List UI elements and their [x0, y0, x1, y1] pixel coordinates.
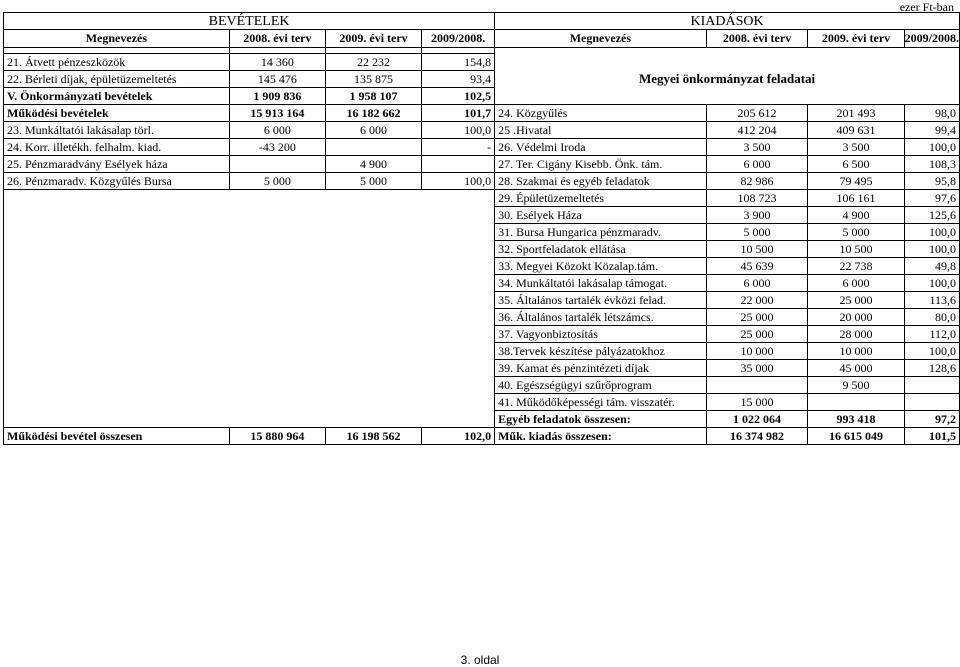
- exp-name-cell: 34. Munkáltatói lakásalap támogat.: [495, 275, 707, 292]
- rev-2009-cell: 6 000: [325, 122, 421, 139]
- table-row: [4, 190, 960, 207]
- exp-col-ratio: 2009/2008.: [904, 30, 959, 48]
- exp-2009-cell: 5 000: [808, 224, 904, 241]
- exp-name-cell: 38.Tervek készítése pályázatokhoz: [495, 343, 707, 360]
- rev-name-cell: 26. Pénzmaradv. Közgyűlés Bursa: [4, 173, 230, 190]
- rev-2008-cell: -43 200: [229, 139, 325, 156]
- rev-col-2008: 2008. évi terv: [229, 30, 325, 48]
- exp-2008-cell: 25 000: [706, 326, 808, 343]
- exp-col-2009: 2009. évi terv: [808, 30, 904, 48]
- exp-2009-cell: 409 631: [808, 122, 904, 139]
- subtotal-2009: 993 418: [808, 411, 904, 428]
- rev-2008-cell: [229, 156, 325, 173]
- rev-2009-cell: 4 900: [325, 156, 421, 173]
- exp-2008-cell: 25 000: [706, 309, 808, 326]
- exp-name-cell: 39. Kamat és pénzintézeti díjak: [495, 360, 707, 377]
- exp-col-2008: 2008. évi terv: [706, 30, 808, 48]
- exp-ratio-cell: 99,4: [904, 122, 959, 139]
- rev-2009-cell: 22 232: [325, 54, 421, 71]
- rev-2008-cell: 5 000: [229, 173, 325, 190]
- exp-ratio-cell: 98,0: [904, 105, 959, 122]
- exp-2008-cell: 108 723: [706, 190, 808, 207]
- rev-ratio-cell: 93,4: [422, 71, 495, 88]
- rev-total-name: Működési bevétel összesen: [4, 428, 230, 445]
- exp-ratio-cell: 100,0: [904, 275, 959, 292]
- rev-ratio-cell: -: [422, 139, 495, 156]
- exp-2008-cell: 412 204: [706, 122, 808, 139]
- rev-ratio-cell: 101,7: [422, 105, 495, 122]
- section-title: Megyei önkormányzat feladatai: [495, 54, 960, 105]
- exp-2008-cell: [706, 377, 808, 394]
- rev-total-2008: 15 880 964: [229, 428, 325, 445]
- rev-name-cell: 25. Pénzmaradvány Esélyek háza: [4, 156, 230, 173]
- exp-name-cell: 25 .Hivatal: [495, 122, 707, 139]
- exp-ratio-cell: 100,0: [904, 139, 959, 156]
- exp-2009-cell: 10 500: [808, 241, 904, 258]
- exp-col-name: Megnevezés: [495, 30, 707, 48]
- exp-name-cell: 36. Általános tartalék létszámcs.: [495, 309, 707, 326]
- table-row: [4, 54, 960, 71]
- exp-ratio-cell: [904, 377, 959, 394]
- rev-name-cell: 22. Bérleti díjak, épületüzemeltetés: [4, 71, 230, 88]
- rev-name-cell: 24. Korr. illetékh. felhalm. kiad.: [4, 139, 230, 156]
- rev-name-cell: Működési bevételek: [4, 105, 230, 122]
- exp-ratio-cell: 108,3: [904, 156, 959, 173]
- rev-2009-cell: 1 958 107: [325, 88, 421, 105]
- exp-2008-cell: 15 000: [706, 394, 808, 411]
- table-row: [4, 122, 960, 139]
- exp-name-cell: 26. Védelmi Iroda: [495, 139, 707, 156]
- rev-col-ratio: 2009/2008.: [422, 30, 495, 48]
- exp-2009-cell: 9 500: [808, 377, 904, 394]
- exp-ratio-cell: [904, 394, 959, 411]
- rev-name-cell: 23. Munkáltatói lakásalap törl.: [4, 122, 230, 139]
- rev-2009-cell: 5 000: [325, 173, 421, 190]
- exp-2009-cell: 28 000: [808, 326, 904, 343]
- exp-2008-cell: 3 900: [706, 207, 808, 224]
- rev-name-cell: V. Önkormányzati bevételek: [4, 88, 230, 105]
- exp-ratio-cell: 125,6: [904, 207, 959, 224]
- exp-name-cell: 40. Egészségügyi szűrőprogram: [495, 377, 707, 394]
- exp-name-cell: 33. Megyei Közokt Közalap.tám.: [495, 258, 707, 275]
- exp-name-cell: 28. Szakmai és egyéb feladatok: [495, 173, 707, 190]
- exp-ratio-cell: 100,0: [904, 343, 959, 360]
- exp-name-cell: 32. Sportfeladatok ellátása: [495, 241, 707, 258]
- rev-total-2009: 16 198 562: [325, 428, 421, 445]
- exp-2008-cell: 45 639: [706, 258, 808, 275]
- rev-ratio-cell: 100,0: [422, 173, 495, 190]
- subtotal-2008: 1 022 064: [706, 411, 808, 428]
- exp-ratio-cell: 80,0: [904, 309, 959, 326]
- exp-2008-cell: 22 000: [706, 292, 808, 309]
- exp-name-cell: 37. Vagyonbiztosítás: [495, 326, 707, 343]
- exp-ratio-cell: 112,0: [904, 326, 959, 343]
- exp-ratio-cell: 49,8: [904, 258, 959, 275]
- exp-2009-cell: 10 000: [808, 343, 904, 360]
- exp-2008-cell: 6 000: [706, 275, 808, 292]
- rev-total-ratio: 102,0: [422, 428, 495, 445]
- rev-2008-cell: 14 360: [229, 54, 325, 71]
- exp-name-cell: 35. Általános tartalék évközi felad.: [495, 292, 707, 309]
- rev-name-cell: 21. Átvett pénzeszközök: [4, 54, 230, 71]
- exp-total-ratio: 101,5: [904, 428, 959, 445]
- exp-ratio-cell: 100,0: [904, 224, 959, 241]
- exp-ratio-cell: 128,6: [904, 360, 959, 377]
- rev-2009-cell: [325, 139, 421, 156]
- rev-ratio-cell: 154,8: [422, 54, 495, 71]
- rev-2009-cell: 135 875: [325, 71, 421, 88]
- exp-2008-cell: 10 500: [706, 241, 808, 258]
- exp-name-cell: 30. Esélyek Háza: [495, 207, 707, 224]
- exp-2008-cell: 82 986: [706, 173, 808, 190]
- exp-2009-cell: 3 500: [808, 139, 904, 156]
- exp-2009-cell: 79 495: [808, 173, 904, 190]
- exp-2009-cell: 106 161: [808, 190, 904, 207]
- exp-ratio-cell: 95,8: [904, 173, 959, 190]
- rev-ratio-cell: 100,0: [422, 122, 495, 139]
- exp-2009-cell: 45 000: [808, 360, 904, 377]
- rev-2008-cell: 1 909 836: [229, 88, 325, 105]
- exp-2009-cell: [808, 394, 904, 411]
- exp-2008-cell: 5 000: [706, 224, 808, 241]
- rev-ratio-cell: 102,5: [422, 88, 495, 105]
- exp-2009-cell: 22 738: [808, 258, 904, 275]
- exp-2008-cell: 3 500: [706, 139, 808, 156]
- exp-name-cell: 41. Működőképességi tám. visszatér.: [495, 394, 707, 411]
- rev-2009-cell: 16 182 662: [325, 105, 421, 122]
- exp-2008-cell: 35 000: [706, 360, 808, 377]
- table-row: [4, 156, 960, 173]
- rev-col-2009: 2009. évi terv: [325, 30, 421, 48]
- exp-2009-cell: 201 493: [808, 105, 904, 122]
- exp-2009-cell: 6 500: [808, 156, 904, 173]
- exp-name-cell: 27. Ter. Cigány Kisebb. Önk. tám.: [495, 156, 707, 173]
- exp-ratio-cell: 113,6: [904, 292, 959, 309]
- exp-2008-cell: 205 612: [706, 105, 808, 122]
- rev-2008-cell: 15 913 164: [229, 105, 325, 122]
- exp-total-name: Műk. kiadás összesen:: [495, 428, 707, 445]
- exp-2009-cell: 4 900: [808, 207, 904, 224]
- rev-col-name: Megnevezés: [4, 30, 230, 48]
- blank-area: [4, 190, 495, 428]
- subtotal-name: Egyéb feladatok összesen:: [495, 411, 707, 428]
- exp-2009-cell: 20 000: [808, 309, 904, 326]
- exp-name-cell: 29. Épületüzemeltetés: [495, 190, 707, 207]
- revenues-heading: BEVÉTELEK: [4, 13, 495, 30]
- exp-name-cell: 24. Közgyűlés: [495, 105, 707, 122]
- table-row: [4, 105, 960, 122]
- exp-ratio-cell: 97,6: [904, 190, 959, 207]
- exp-ratio-cell: 100,0: [904, 241, 959, 258]
- rev-2008-cell: 145 476: [229, 71, 325, 88]
- exp-2009-cell: 25 000: [808, 292, 904, 309]
- totals-row: [4, 428, 960, 445]
- rev-ratio-cell: [422, 156, 495, 173]
- table-row: [4, 173, 960, 190]
- exp-name-cell: 31. Bursa Hungarica pénzmaradv.: [495, 224, 707, 241]
- exp-2008-cell: 10 000: [706, 343, 808, 360]
- unit-label: ezer Ft-ban: [899, 0, 954, 14]
- rev-2008-cell: 6 000: [229, 122, 325, 139]
- exp-total-2009: 16 615 049: [808, 428, 904, 445]
- table-row: [4, 139, 960, 156]
- exp-2009-cell: 6 000: [808, 275, 904, 292]
- page-number: 3. oldal: [460, 653, 500, 667]
- subtotal-ratio: 97,2: [904, 411, 959, 428]
- expenses-heading: KIADÁSOK: [495, 13, 960, 30]
- budget-table: [3, 12, 960, 445]
- exp-2008-cell: 6 000: [706, 156, 808, 173]
- exp-total-2008: 16 374 982: [706, 428, 808, 445]
